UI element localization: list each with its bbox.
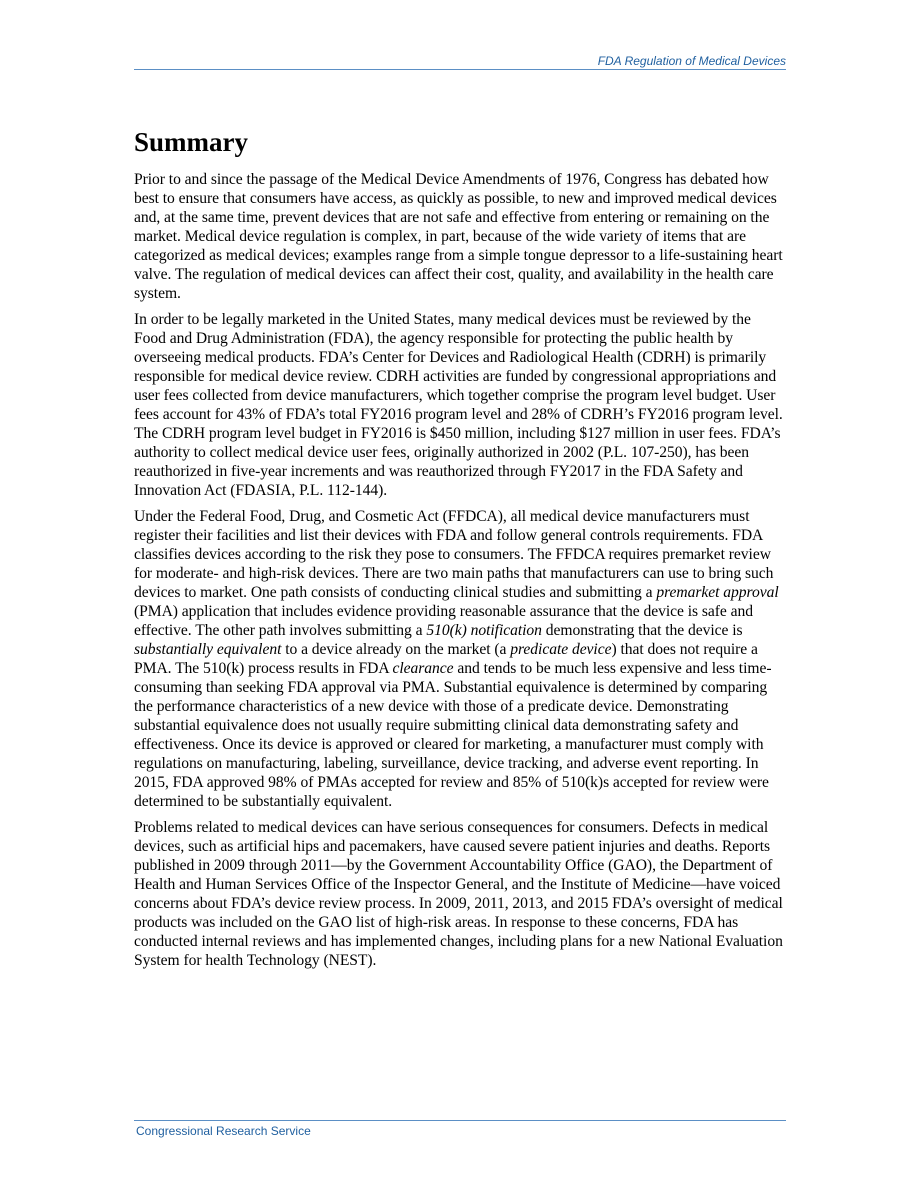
page-content bbox=[134, 125, 786, 977]
paragraph-3-text: Under the Federal Food, Drug, and Cosmetic Act (FFDCA), all medical device manufacturers must register their facilities and list their devices with FDA and follow general controls requirements. FDA classifies devices according to the risk they pose to consumers. The FFDCA requires premarket review for moderate- and high-risk devices. There are two main paths that manufacturers can use to bring such devices to market. One path consists of conducting clinical studies and submitting a bbox=[134, 508, 774, 601]
paragraph-3-text: ) that does not require a PMA. The 510(k) process results in FDA bbox=[134, 641, 758, 677]
header-rule bbox=[134, 69, 786, 70]
paragraph-4: Problems related to medical devices can have serious consequences for consumers. Defects in medical devices, such as artificial hips and pacemakers, have caused severe patient injuries and deaths. Reports published in 2009 through 2011—by the Government Accountability Office (GAO), the Department of Health and Human Services Office of the Inspector General, and the Institute of Medicine—have voiced concerns about FDA’s device review process. In 2009, 2011, 2013, and 2015 FDA’s oversight of medical products was included on the GAO list of high-risk areas. In response to these concerns, FDA has conducted internal reviews and has implemented changes, including plans for a new National Evaluation System for health Technology (NEST). bbox=[134, 819, 783, 969]
paragraph-3-text: to a device already on the market (a bbox=[281, 641, 511, 658]
term-predicate-device: predicate device bbox=[510, 641, 612, 658]
term-substantially-equivalent: substantially equivalent bbox=[134, 641, 282, 658]
paragraph-1: Prior to and since the passage of the Medical Device Amendments of 1976, Congress has debated how best to ensure that consumers have access, as quickly as possible, to new and improved medical devices and, at the same time, prevent devices that are not safe and effective from entering or remaining on the market. Medical device regulation is complex, in part, because of the wide variety of items that are categorized as medical devices; examples range from a simple tongue depressor to a life-sustaining heart valve. The regulation of medical devices can affect their cost, quality, and availability in the health care system. bbox=[134, 171, 783, 302]
paragraph-3-text: demonstrating that the device is bbox=[541, 622, 743, 639]
paragraph-3-text: (PMA) application that includes evidence providing reasonable assurance that the device is safe and effective. The other path involves submitting a bbox=[134, 603, 754, 639]
term-clearance: clearance bbox=[392, 660, 454, 677]
running-header: FDA Regulation of Medical Devices bbox=[597, 54, 786, 68]
term-premarket-approval: premarket approval bbox=[656, 584, 779, 601]
paragraph-3 bbox=[134, 507, 786, 811]
section-title: Summary bbox=[134, 127, 248, 157]
paragraph-2: In order to be legally marketed in the United States, many medical devices must be reviewed by the Food and Drug Administration (FDA), the agency responsible for protecting the public health by overseeing medical products. FDA’s Center for Devices and Radiological Health (CDRH) is primarily responsible for medical device review. CDRH activities are funded by congressional appropriations and user fees collected from device manufacturers, which together comprise the program level budget. User fees account for 43% of FDA’s total FY2016 program level and 28% of CDRH’s FY2016 program level. The CDRH program level budget in FY2016 is $450 million, including $127 million in user fees. FDA’s authority to collect medical device user fees, originally authorized in 2002 (P.L. 107-250), has been reauthorized in five-year increments and was reauthorized through FY2017 in the FDA Safety and Innovation Act (FDASIA, P.L. 112-144). bbox=[134, 311, 783, 499]
term-510k-notification: 510(k) notification bbox=[426, 622, 542, 639]
paragraph-3-text: and tends to be much less expensive and less time-consuming than seeking FDA approval via PMA. Substantial equivalence is determined by comparing the performance characteristics of a new device with those of a predicate device. Demonstrating substantial equivalence does not usually require submitting clinical data demonstrating safety and effectiveness. Once its device is approved or cleared for marketing, a manufacturer must comply with regulations on manufacturing, labeling, surveillance, device tracking, and adverse event reporting. In 2015, FDA approved 98% of PMAs accepted for review and 85% of 510(k)s accepted for review were determined to be substantially equivalent. bbox=[134, 660, 772, 810]
footer-publisher: Congressional Research Service bbox=[136, 1124, 311, 1138]
footer-rule bbox=[134, 1120, 786, 1121]
